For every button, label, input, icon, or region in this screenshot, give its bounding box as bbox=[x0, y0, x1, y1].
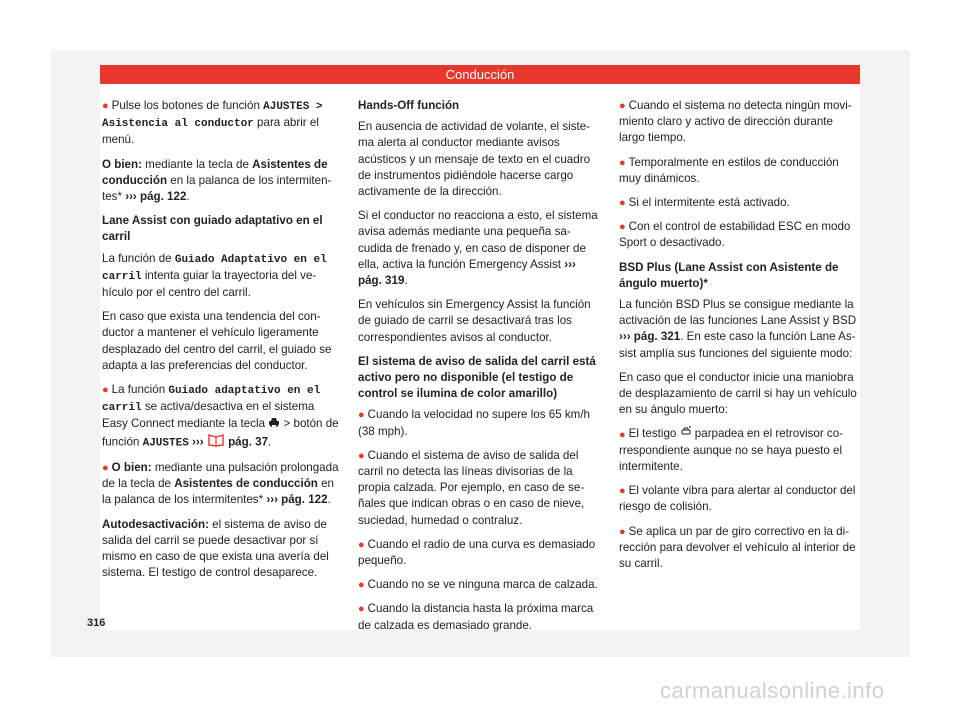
list-item bbox=[619, 483, 859, 515]
bold-label: O bien: bbox=[102, 157, 142, 171]
list-item bbox=[358, 577, 598, 593]
watermark: carmanualsonline.info bbox=[660, 678, 885, 703]
text: el sistema de aviso de salida del carril se puede desactivar por sí mismo en caso de que exista una avería del sistema. El testigo de control desaparece. bbox=[102, 517, 329, 580]
text: Con el control de estabilidad ESC en modo Sport o desactivado. bbox=[619, 220, 851, 250]
list-item bbox=[619, 155, 859, 187]
text: para abrir el menú. bbox=[102, 116, 319, 147]
text: Si el intermitente está activado. bbox=[628, 196, 790, 210]
column-2 bbox=[358, 98, 598, 642]
bullet-dot: ● bbox=[619, 485, 626, 498]
paragraph: En caso que exista una tendencia del conductor a mantener el vehículo ligeramente desplazado del centro del carril, el guiado se adapta a las preferencias del conductor. bbox=[102, 310, 332, 372]
page-reference-link[interactable]: ››› pág. 122 bbox=[266, 493, 328, 507]
list-item bbox=[358, 407, 598, 439]
page-reference-link[interactable]: ››› pág. 319 bbox=[358, 257, 576, 288]
text: Cuando no se ve ninguna marca de calzada. bbox=[367, 578, 598, 592]
page-number: 316 bbox=[87, 617, 106, 629]
bullet-dot: ● bbox=[358, 538, 365, 551]
bullet-dot: ● bbox=[619, 156, 626, 169]
text: mediante una pulsación prolongada de la tecla de bbox=[102, 461, 339, 491]
text: > botón de función bbox=[102, 417, 339, 449]
list-item bbox=[619, 524, 859, 573]
list-item bbox=[358, 601, 598, 633]
bullet-activation bbox=[102, 382, 342, 452]
heading-bsd-plus: BSD Plus (Lane Assist con Asistente de ángulo muerto)* bbox=[619, 260, 839, 290]
text: El volante vibra para alertar al conductor del riesgo de colisión. bbox=[619, 484, 856, 514]
text: . bbox=[404, 274, 408, 288]
text: Cuando el sistema de aviso de salida del carril no detecta las líneas divisorias de la propia calzada. Por ejemplo, en caso de señales que indican obras o en caso de nieve, suciedad, humedad o contraluz. bbox=[358, 448, 585, 527]
text: El testigo bbox=[628, 427, 680, 441]
bullet-dot: ● bbox=[102, 100, 109, 112]
list-item bbox=[619, 98, 859, 147]
text: en la palanca de los intermitentes* bbox=[102, 477, 334, 507]
blind-spot-warning-icon bbox=[680, 426, 692, 442]
page-reference-arrows: ››› bbox=[188, 435, 207, 449]
bold-term: Asistentes de conducción bbox=[174, 477, 318, 491]
bullet-dot: ● bbox=[619, 221, 626, 234]
text: intenta guiar la trayectoria del vehículo por el centro del carril. bbox=[102, 268, 317, 300]
text: Se aplica un par de giro correctivo en la dirección para devolver el vehículo al interior de su carril. bbox=[619, 524, 856, 571]
bold-term: Asistentes de conducción bbox=[102, 157, 328, 187]
bullet-menu bbox=[102, 98, 342, 149]
bullet-alt bbox=[102, 460, 342, 509]
bullet-dot: ● bbox=[619, 100, 626, 112]
bullet-dot: ● bbox=[102, 462, 109, 475]
car-menu-icon bbox=[268, 416, 280, 432]
list-item bbox=[358, 537, 598, 569]
text: Pulse los botones de función bbox=[111, 99, 264, 112]
bullet-dot: ● bbox=[358, 409, 365, 422]
bold-label: O bien: bbox=[111, 461, 152, 475]
text: parpadea en el retrovisor correspondiente aunque no se haya puesto el intermitente. bbox=[619, 427, 844, 474]
text: . bbox=[327, 493, 331, 507]
page-reference-link[interactable]: pág. 37 bbox=[228, 435, 269, 449]
text: mediante la tecla de bbox=[141, 157, 253, 171]
paragraph-autodeactivation bbox=[102, 517, 342, 582]
text: en la palanca de los intermitentes* bbox=[102, 173, 332, 204]
bullet-dot: ● bbox=[619, 428, 626, 441]
page-reference-link[interactable]: ››› pág. 321 bbox=[619, 330, 681, 344]
text: Cuando el radio de una curva es demasiado pequeño. bbox=[358, 537, 596, 568]
list-item bbox=[619, 195, 859, 211]
column-3 bbox=[619, 98, 859, 580]
text: . En este caso la función Lane Assist amplía sus funciones del siguiente modo: bbox=[619, 330, 856, 360]
text: Temporalmente en estilos de conducción muy dinámicos. bbox=[619, 155, 839, 185]
paragraph bbox=[358, 208, 598, 289]
list-item bbox=[619, 219, 859, 251]
paragraph: En caso que el conductor inicie una maniobra de desplazamiento de carril si hay un vehículo en su ángulo muerto: bbox=[619, 370, 857, 417]
paragraph: En vehículos sin Emergency Assist la función de guiado de carril se desactivará tras los correspondientes avisos al conductor. bbox=[358, 298, 591, 344]
page-reference-link[interactable]: ››› pág. 122 bbox=[125, 190, 187, 204]
function-code: Guiado adaptativo en el carril bbox=[102, 385, 321, 415]
text: . bbox=[186, 190, 190, 204]
text: Cuando la distancia hasta la próxima marca de calzada es demasiado grande. bbox=[358, 602, 594, 632]
section-title: Conducción bbox=[445, 67, 515, 82]
heading-hands-off: Hands-Off función bbox=[358, 99, 460, 112]
bullet-dot: ● bbox=[358, 603, 365, 616]
paragraph: En ausencia de actividad de volante, el sistema alerta al conductor mediante avisos acústicos y un mensaje de texto en el cuadro de instrumentos pidiéndole hacerse cargo activamente de la dirección. bbox=[358, 120, 591, 199]
bullet-dot: ● bbox=[358, 449, 365, 462]
function-code: AJUSTES bbox=[142, 437, 189, 450]
paragraph bbox=[102, 251, 342, 302]
text: se activa/desactiva en el sistema Easy Connect mediante la tecla bbox=[102, 400, 315, 431]
column-1 bbox=[102, 98, 342, 589]
heading-lane-assist: Lane Assist con guiado adaptativo en el carril bbox=[102, 214, 323, 244]
paragraph bbox=[619, 297, 859, 362]
heading-not-available: El sistema de aviso de salida del carril está activo pero no disponible (el testigo de control se ilumina de color amarillo) bbox=[358, 354, 596, 401]
list-item bbox=[619, 426, 859, 475]
list-item bbox=[358, 448, 598, 529]
function-code: Guiado Adaptativo en el carril bbox=[102, 253, 327, 283]
text: Si el conductor no reacciona a esto, el sistema avisa además mediante una pequeña sacudida de frenado y, en caso de disponer de ella, activa la función Emergency Assist bbox=[358, 209, 598, 271]
text: La función bbox=[111, 383, 169, 397]
text: La función BSD Plus se consigue mediante la activación de las funciones Lane Assist y BSD bbox=[619, 298, 857, 328]
paragraph-alt bbox=[102, 157, 342, 206]
text: . bbox=[268, 435, 272, 449]
bold-label: Autodesactivación: bbox=[102, 517, 209, 531]
function-code: AJUSTES > Asistencia al conductor bbox=[102, 101, 323, 131]
bullet-dot: ● bbox=[619, 525, 626, 538]
book-icon bbox=[207, 433, 225, 452]
text: La función de bbox=[102, 251, 175, 265]
bullet-dot: ● bbox=[358, 579, 365, 592]
bullet-dot: ● bbox=[102, 384, 109, 397]
bullet-dot: ● bbox=[619, 197, 626, 210]
text: Cuando la velocidad no supere los 65 km/h (38 mph). bbox=[358, 408, 591, 438]
section-header bbox=[100, 65, 860, 84]
text: Cuando el sistema no detecta ningún movimiento claro y activo de dirección durante largo tiempo. bbox=[619, 99, 852, 145]
